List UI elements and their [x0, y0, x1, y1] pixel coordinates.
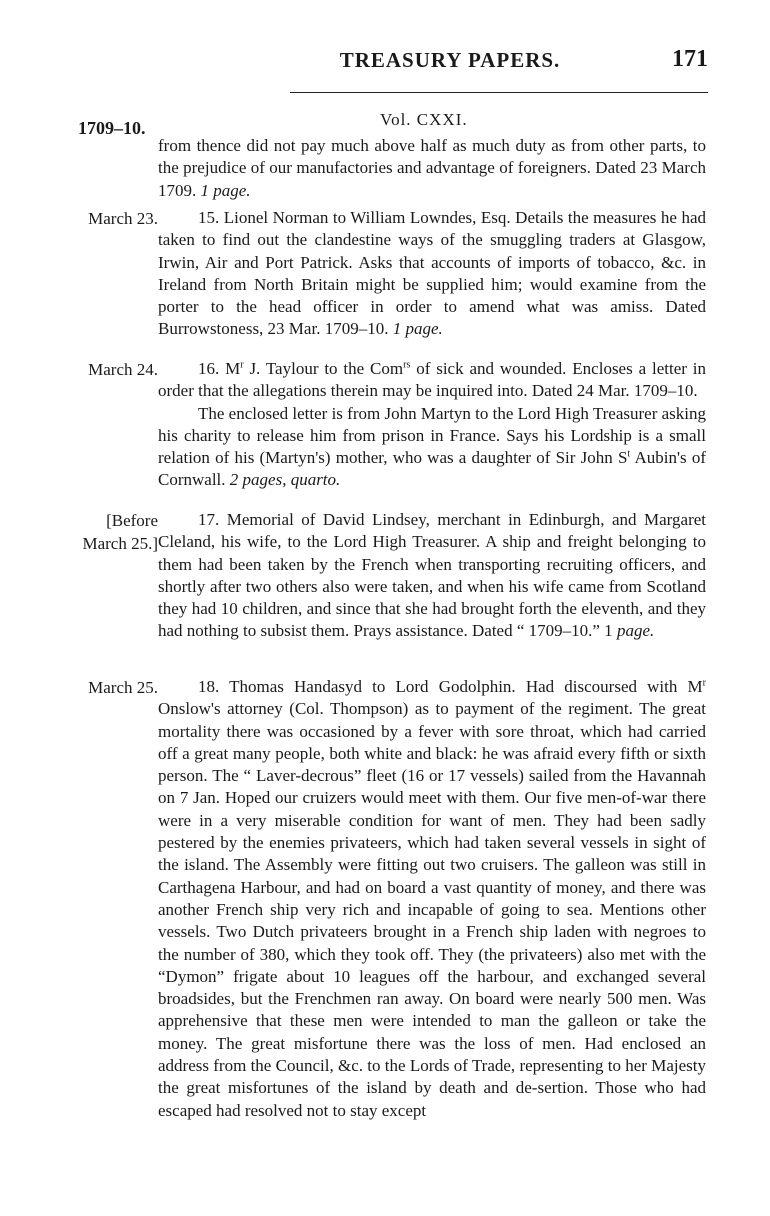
- superscript: t: [627, 448, 631, 460]
- entry-17-text-block: [158, 509, 706, 643]
- entry-date-line: [Before: [106, 511, 158, 530]
- continuation-text-block: [158, 135, 706, 202]
- continuation-size: 1 page.: [200, 180, 251, 200]
- entry-prefix: M: [225, 359, 241, 378]
- entry-para2-end: Aubin's of Cornwall.: [158, 448, 706, 490]
- entry-15-date: [62, 207, 158, 230]
- superscript: r: [240, 359, 244, 371]
- entry-text: Lionel Norman to William Lowndes, Esq. Details the measures he had taken to find out the clandestine ways of the smuggling traders at Glasgow, Irwin, Air and Port Patrick. Asks that accounts of imports of tobacco, &c. in Ireland from North Britain might be supplied him; would examine from the porter to the head officer in order to amend what was amiss. Dated Burrowstoness, 23 Mar. 1709–10.: [158, 208, 706, 339]
- entry-16-date: [62, 358, 158, 381]
- entry-15-text-block: [158, 207, 706, 341]
- entry-number: 17.: [198, 510, 220, 529]
- entry-size: page.: [616, 621, 655, 641]
- entry-date-line: March 25.]: [82, 534, 158, 553]
- page-number: 171: [672, 46, 708, 72]
- entry-text-a: Thomas Handasyd to Lord Godolphin. Had discoursed with M: [229, 677, 703, 696]
- entry-number: 15.: [198, 208, 220, 227]
- entry-para2: The enclosed letter is from John Martyn to the Lord High Treasurer asking his charity to release him from prison in France. Says his Lordship is a small relation of his (Martyn's) mother, who was a daughter of Sir John S: [158, 403, 707, 468]
- entry-text-b: Onslow's attorney (Col. Thompson) as to payment of the regiment. The great mortality there was occasioned by a fever with sore throat, which had carried off a great many people, both white and black: he was afraid every fifth or sixth person. The “ Laver-decrous” fleet (16 or 17 vessels) sailed from the Havannah on 7 Jan. Hoped our cruizers would meet with them. Our five men-of-war there were in a very miserable condition for want of men. They had been sadly pestered by the enemies privateers, which had taken several vessels in sight of the island. The Assembly were fitting out two cruisers. The galleon was still in Carthagena Harbour, and had on board a vast quantity of money, and there was another French ship very rich and incapable of going to sea. Mentions other vessels. Two Dutch privateers brought in a French ship laden with negroes to the number of 380, which they took off. They (the privateers) also met with the “Dymon” frigate about 10 leagues off the harbour, and exchanged several broadsides, but the Frenchmen ran away. On board were nearly 500 men. Was apprehensive that these men were intended to man the galleon or take the money. The great misfortune there was the loss of men. Had enclosed an address from the Council, &c. to the Lords of Trade, representing to her Majesty the great misfortunes of the island by death and de-sertion. Those who had escaped had resolved not to stay except: [158, 699, 706, 1120]
- entry-date-line: March 25.: [88, 678, 158, 697]
- entry-text-b: of sick and wounded. Encloses a letter in order that the allegations therein may be inquired into. Dated 24 Mar. 1709–10.: [158, 359, 706, 401]
- superscript: r: [702, 677, 706, 689]
- running-title: TREASURY PAPERS.: [339, 48, 561, 72]
- entry-17-date: [62, 509, 158, 555]
- entry-text-a: J. Taylour to the Com: [249, 359, 404, 378]
- entry-size: 2 pages, quarto.: [229, 470, 341, 490]
- superscript: rs: [403, 359, 411, 371]
- entry-18-text-block: [158, 676, 706, 1122]
- entry-date-line: March 23.: [88, 209, 158, 228]
- entry-date-line: March 24.: [88, 360, 158, 379]
- entry-number: 16.: [198, 359, 220, 378]
- header-rule: [290, 92, 708, 93]
- volume-label: Vol. CXXI.: [380, 110, 468, 129]
- running-head: [0, 48, 770, 78]
- entry-size: 1 page.: [392, 319, 443, 339]
- year-margin-label: 1709–10.: [78, 118, 146, 138]
- continuation-text: from thence did not pay much above half as much duty as from other parts, to the prejudice of our manufactories and advantage of foreigners. Dated 23 March 1709.: [158, 136, 706, 200]
- entry-text: Memorial of David Lindsey, merchant in Edinburgh, and Margaret Cleland, his wife, to the Lord High Treasurer. A ship and freight belonging to them had been taken by the French when transporting recruiting officers, and shortly after two others also were taken, and when his wife came from Scotland they had 10 children, and since that she had brought forth the eleventh, and they had nothing to subsist them. Prays assistance. Dated “ 1709–10.” 1: [158, 510, 707, 641]
- entry-number: 18.: [198, 677, 220, 696]
- entry-18-date: [62, 676, 158, 699]
- entry-16-text-block: [158, 358, 706, 492]
